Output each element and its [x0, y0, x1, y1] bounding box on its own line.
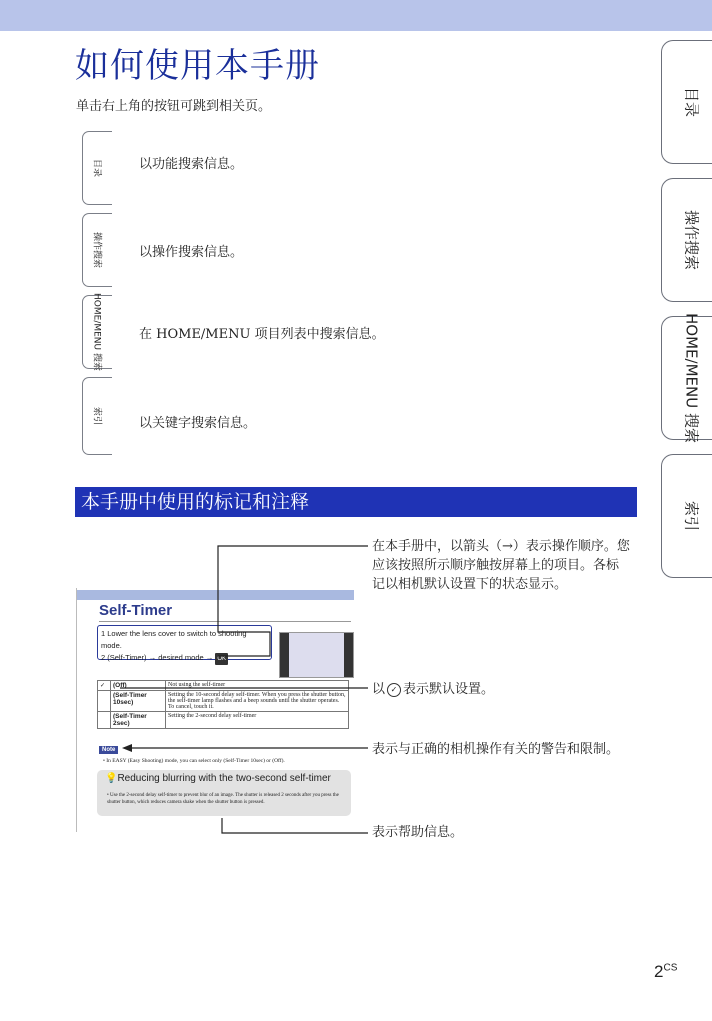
guide-tab-home-menu-label: HOME/MENU 搜索 — [91, 293, 101, 371]
tab-index[interactable] — [661, 454, 712, 578]
table-cell-desc: Setting the 2-second delay self-timer — [166, 712, 349, 729]
sample-step-1: 1 Lower the lens cover to switch to shooting mode. — [101, 629, 247, 650]
page-title: 如何使用本手册 — [75, 46, 320, 86]
table-cell-name: (Self-Timer 10sec) — [111, 691, 166, 712]
sample-step-2-text: 2 (Self-Timer) → desired mode → — [101, 653, 214, 662]
guide-desc-operation: 以操作搜索信息。 — [139, 245, 244, 260]
table-cell-name: (Self-Timer 2sec) — [111, 712, 166, 729]
checkmark-icon: ✓ — [387, 683, 401, 697]
hint-title — [105, 773, 331, 784]
table-cell-empty — [98, 691, 111, 712]
table-row — [98, 691, 349, 712]
guide-tab-index-label: 索引 — [91, 406, 101, 426]
page-number — [654, 962, 677, 982]
callout-default-suffix: 表示默认设置。 — [403, 682, 495, 697]
guide-tab-contents — [82, 131, 112, 205]
callout-default-setting — [372, 680, 494, 699]
guide-desc-index: 以关键字搜索信息。 — [139, 416, 257, 431]
callout-arrow-order: 在本手册中，以箭头（→）表示操作顺序。您应该按照所示顺序触按屏幕上的项目。各标记以相机默认设置下的状态显示。 — [372, 539, 630, 592]
lightbulb-icon: 💡 — [105, 773, 118, 784]
top-bar — [0, 0, 712, 31]
guide-tab-contents-label: 目录 — [91, 158, 101, 178]
table-row — [98, 681, 349, 691]
guide-desc-contents: 以功能搜索信息。 — [139, 157, 244, 172]
camera-screen-left-bar — [280, 633, 289, 677]
tab-operation-search[interactable] — [661, 178, 712, 302]
guide-tab-index — [82, 377, 112, 455]
tab-contents[interactable] — [661, 40, 712, 164]
section-heading: 本手册中使用的标记和注释 — [75, 487, 637, 517]
camera-screen-right-bar — [344, 633, 353, 677]
callout-warnings: 表示与正确的相机操作有关的警告和限制。 — [372, 742, 620, 757]
sample-page-title: Self-Timer — [99, 602, 173, 619]
sample-step-2 — [101, 652, 268, 665]
table-cell-desc: Setting the 10-second delay self-timer. When you press the shutter button, the self-timer lamp flashes and a beep sounds until the shutter operates. To cancel, touch it. — [166, 691, 349, 712]
table-cell-name: (Off) — [111, 681, 166, 691]
hint-title-text: Reducing blurring with the two-second self-timer — [117, 773, 331, 784]
intro-text: 单击右上角的按钮可跳到相关页。 — [76, 99, 272, 114]
guide-tab-operation — [82, 213, 112, 287]
hint-body: • Use the 2-second delay self-timer to prevent blur of an image. The shutter is released 2 seconds after you press the shutter button, which reduces camera shake when the shutter button is pressed. — [107, 793, 339, 805]
table-cell-desc: Not using the self-timer — [166, 681, 349, 691]
tab-operation-search-label: 操作搜索 — [682, 209, 700, 271]
tab-contents-label: 目录 — [682, 86, 700, 118]
note-text: • In EASY (Easy Shooting) mode, you can select only (Self-Timer 10sec) or (Off). — [103, 758, 285, 764]
camera-screen-image — [279, 632, 354, 678]
table-cell-empty — [98, 712, 111, 729]
guide-tab-operation-label: 操作搜索 — [91, 231, 101, 269]
default-check-icon: ✓ — [98, 681, 111, 691]
sample-settings-table — [97, 680, 349, 729]
sample-page — [76, 588, 354, 832]
tab-home-menu-search-label: HOME/MENU 搜索 — [682, 313, 700, 443]
sample-title-rule — [99, 621, 351, 622]
hint-box — [97, 770, 351, 816]
guide-tab-home-menu — [82, 295, 112, 369]
callout-help: 表示帮助信息。 — [372, 825, 464, 840]
table-row — [98, 712, 349, 729]
tab-index-label: 索引 — [682, 500, 700, 532]
sample-steps-box — [97, 625, 272, 660]
callout-default-prefix: 以 — [372, 682, 386, 697]
page-number-value: 2 — [654, 962, 664, 981]
page-number-suffix: CS — [663, 962, 678, 974]
tab-home-menu-search[interactable] — [661, 313, 712, 443]
ok-button-icon: OK — [215, 653, 228, 665]
note-label: Note — [99, 746, 118, 754]
guide-desc-home-menu: 在 HOME/MENU 项目列表中搜索信息。 — [139, 327, 385, 342]
sample-page-header-bar — [77, 590, 354, 600]
